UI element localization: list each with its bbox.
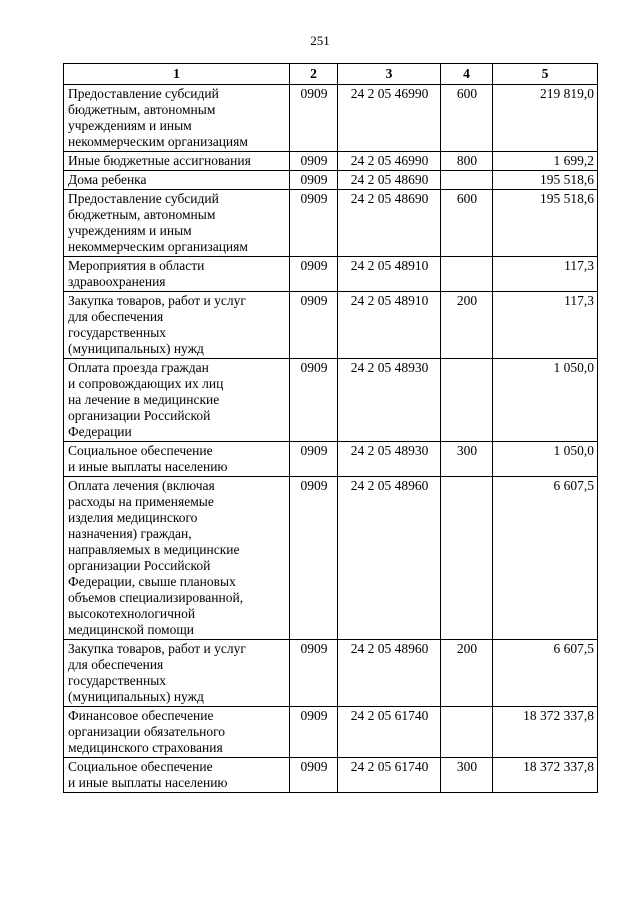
budget-table xyxy=(63,63,598,793)
amount-cell: 18 372 337,8 xyxy=(493,758,598,793)
page-number: 251 xyxy=(310,33,330,48)
section-cell: 0909 xyxy=(290,152,338,171)
expense-type-cell xyxy=(441,359,493,442)
table-row xyxy=(64,257,598,292)
amount-cell: 219 819,0 xyxy=(493,85,598,152)
target-code-cell: 24 2 05 48910 xyxy=(338,257,441,292)
section-cell: 0909 xyxy=(290,477,338,640)
section-cell: 0909 xyxy=(290,85,338,152)
name-cell: Закупка товаров, работ и услуг для обеспечения государственных (муниципальных) нужд xyxy=(64,640,290,707)
expense-type-cell: 300 xyxy=(441,758,493,793)
amount-cell: 117,3 xyxy=(493,292,598,359)
amount-cell: 1 050,0 xyxy=(493,359,598,442)
table-row xyxy=(64,477,598,640)
header-cell-3: 3 xyxy=(338,64,441,85)
header-cell-4: 4 xyxy=(441,64,493,85)
name-cell: Дома ребенка xyxy=(64,171,290,190)
table-row xyxy=(64,171,598,190)
amount-cell: 1 050,0 xyxy=(493,442,598,477)
name-cell: Социальное обеспечение и иные выплаты населению xyxy=(64,442,290,477)
target-code-cell: 24 2 05 48930 xyxy=(338,442,441,477)
section-cell: 0909 xyxy=(290,640,338,707)
expense-type-cell: 600 xyxy=(441,190,493,257)
section-cell: 0909 xyxy=(290,292,338,359)
section-cell: 0909 xyxy=(290,359,338,442)
section-cell: 0909 xyxy=(290,758,338,793)
expense-type-cell: 200 xyxy=(441,640,493,707)
section-cell: 0909 xyxy=(290,190,338,257)
name-cell: Социальное обеспечение и иные выплаты населению xyxy=(64,758,290,793)
target-code-cell: 24 2 05 46990 xyxy=(338,85,441,152)
amount-cell: 6 607,5 xyxy=(493,477,598,640)
expense-type-cell xyxy=(441,477,493,640)
header-cell-1: 1 xyxy=(64,64,290,85)
amount-cell: 195 518,6 xyxy=(493,171,598,190)
table-row xyxy=(64,707,598,758)
section-cell: 0909 xyxy=(290,171,338,190)
target-code-cell: 24 2 05 46990 xyxy=(338,152,441,171)
expense-type-cell xyxy=(441,171,493,190)
header-cell-2: 2 xyxy=(290,64,338,85)
section-cell: 0909 xyxy=(290,257,338,292)
section-cell: 0909 xyxy=(290,707,338,758)
amount-cell: 195 518,6 xyxy=(493,190,598,257)
target-code-cell: 24 2 05 48690 xyxy=(338,190,441,257)
amount-cell: 117,3 xyxy=(493,257,598,292)
name-cell: Иные бюджетные ассигнования xyxy=(64,152,290,171)
amount-cell: 6 607,5 xyxy=(493,640,598,707)
target-code-cell: 24 2 05 48960 xyxy=(338,477,441,640)
target-code-cell: 24 2 05 61740 xyxy=(338,707,441,758)
expense-type-cell xyxy=(441,707,493,758)
target-code-cell: 24 2 05 48690 xyxy=(338,171,441,190)
table-row xyxy=(64,442,598,477)
header-row xyxy=(64,64,598,85)
name-cell: Оплата лечения (включая расходы на применяемые изделия медицинского назначения) граждан, направляемых в медицинские организации Российской Федерации, свыше плановых объемов специализированной, высокотехнологичной медицинской помощи xyxy=(64,477,290,640)
table-row xyxy=(64,758,598,793)
table-row xyxy=(64,640,598,707)
expense-type-cell xyxy=(441,257,493,292)
amount-cell: 18 372 337,8 xyxy=(493,707,598,758)
target-code-cell: 24 2 05 61740 xyxy=(338,758,441,793)
name-cell: Мероприятия в области здравоохранения xyxy=(64,257,290,292)
expense-type-cell: 200 xyxy=(441,292,493,359)
name-cell: Финансовое обеспечение организации обязательного медицинского страхования xyxy=(64,707,290,758)
section-cell: 0909 xyxy=(290,442,338,477)
header-cell-5: 5 xyxy=(493,64,598,85)
table-row xyxy=(64,190,598,257)
expense-type-cell: 300 xyxy=(441,442,493,477)
target-code-cell: 24 2 05 48930 xyxy=(338,359,441,442)
amount-cell: 1 699,2 xyxy=(493,152,598,171)
expense-type-cell: 800 xyxy=(441,152,493,171)
table-row xyxy=(64,152,598,171)
name-cell: Предоставление субсидий бюджетным, автономным учреждениям и иным некоммерческим организациям xyxy=(64,190,290,257)
target-code-cell: 24 2 05 48910 xyxy=(338,292,441,359)
name-cell: Оплата проезда граждан и сопровождающих их лиц на лечение в медицинские организации Российской Федерации xyxy=(64,359,290,442)
table-row xyxy=(64,292,598,359)
table-row xyxy=(64,85,598,152)
name-cell: Предоставление субсидий бюджетным, автономным учреждениям и иным некоммерческим организациям xyxy=(64,85,290,152)
name-cell: Закупка товаров, работ и услуг для обеспечения государственных (муниципальных) нужд xyxy=(64,292,290,359)
expense-type-cell: 600 xyxy=(441,85,493,152)
table-row xyxy=(64,359,598,442)
target-code-cell: 24 2 05 48960 xyxy=(338,640,441,707)
